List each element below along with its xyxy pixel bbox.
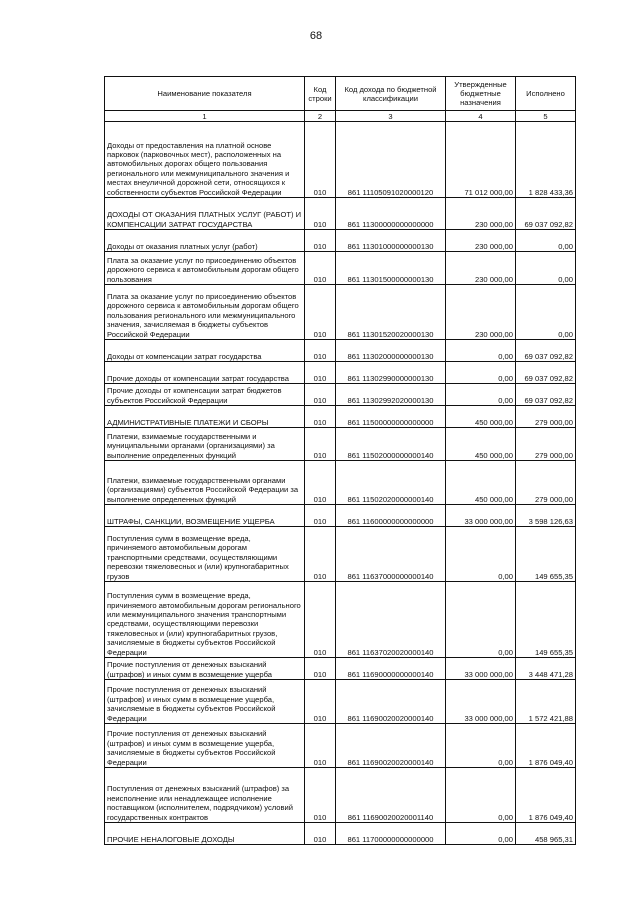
row-name: Прочие доходы от компенсации затрат государства (105, 362, 305, 384)
row-name: ШТРАФЫ, САНКЦИИ, ВОЗМЕЩЕНИЕ УЩЕРБА (105, 505, 305, 527)
row-name: Доходы от предоставления на платной основе парковок (парковочных мест), расположенных на автомобильных дорогах общего пользования регионального или межмуниципального значения и местах внеуличной дорожной сети, относящихся к собственности субъектов Российской Федерации (105, 122, 305, 198)
row-approved: 0,00 (446, 768, 516, 823)
row-executed: 69 037 092,82 (516, 384, 576, 406)
row-income-code: 861 11502020000000140 (336, 461, 446, 505)
row-approved: 0,00 (446, 724, 516, 768)
row-line-code: 010 (305, 724, 336, 768)
row-executed: 0,00 (516, 285, 576, 340)
column-number: 1 (105, 111, 305, 122)
row-line-code: 010 (305, 768, 336, 823)
row-approved: 0,00 (446, 362, 516, 384)
row-name: Прочие поступления от денежных взысканий (штрафов) и иных сумм в возмещение ущерба (105, 658, 305, 680)
table-row (105, 823, 576, 845)
table-row (105, 406, 576, 428)
row-approved: 0,00 (446, 527, 516, 582)
row-income-code: 861 11302000000000130 (336, 340, 446, 362)
page-number: 68 (309, 30, 323, 42)
table-row (105, 198, 576, 230)
row-income-code: 861 11600000000000000 (336, 505, 446, 527)
row-name: Доходы от оказания платных услуг (работ) (105, 230, 305, 252)
row-line-code: 010 (305, 230, 336, 252)
row-line-code: 010 (305, 406, 336, 428)
row-line-code: 010 (305, 505, 336, 527)
column-number: 4 (446, 111, 516, 122)
row-executed: 3 448 471,28 (516, 658, 576, 680)
column-number: 5 (516, 111, 576, 122)
row-executed: 1 572 421,88 (516, 680, 576, 724)
row-line-code: 010 (305, 823, 336, 845)
table-row (105, 461, 576, 505)
row-approved: 0,00 (446, 340, 516, 362)
row-approved: 33 000 000,00 (446, 680, 516, 724)
row-line-code: 010 (305, 285, 336, 340)
row-income-code: 861 11690020020000140 (336, 680, 446, 724)
row-approved: 230 000,00 (446, 285, 516, 340)
row-executed: 0,00 (516, 252, 576, 285)
row-income-code: 861 11301000000000130 (336, 230, 446, 252)
header-executed: Исполнено (516, 77, 576, 111)
row-executed: 149 655,35 (516, 527, 576, 582)
row-executed: 3 598 126,63 (516, 505, 576, 527)
row-approved: 71 012 000,00 (446, 122, 516, 198)
table-row (105, 285, 576, 340)
row-approved: 33 000 000,00 (446, 505, 516, 527)
row-name: АДМИНИСТРАТИВНЫЕ ПЛАТЕЖИ И СБОРЫ (105, 406, 305, 428)
row-approved: 33 000 000,00 (446, 658, 516, 680)
table-row (105, 658, 576, 680)
row-name: Плата за оказание услуг по присоединению объектов дорожного сервиса к автомобильным дорогам общего пользования регионального или межмуниципального значения, зачисляемая в бюджеты субъектов Российской Федерации (105, 285, 305, 340)
row-income-code: 861 11637000000000140 (336, 527, 446, 582)
row-executed: 149 655,35 (516, 582, 576, 658)
row-approved: 0,00 (446, 582, 516, 658)
row-executed: 279 000,00 (516, 428, 576, 461)
table-row (105, 362, 576, 384)
row-name: Платежи, взимаемые государственными органами (организациями) субъектов Российской Федерации за выполнение определенных функций (105, 461, 305, 505)
table-row (105, 582, 576, 658)
table-row (105, 122, 576, 198)
row-executed: 1 828 433,36 (516, 122, 576, 198)
table-row (105, 384, 576, 406)
row-line-code: 010 (305, 428, 336, 461)
row-income-code: 861 11302990000000130 (336, 362, 446, 384)
row-name: Плата за оказание услуг по присоединению объектов дорожного сервиса к автомобильным дорогам общего пользования (105, 252, 305, 285)
row-line-code: 010 (305, 384, 336, 406)
row-income-code: 861 11690020020000140 (336, 724, 446, 768)
row-approved: 450 000,00 (446, 428, 516, 461)
table-row (105, 724, 576, 768)
table-row (105, 230, 576, 252)
row-name: Доходы от компенсации затрат государства (105, 340, 305, 362)
row-approved: 230 000,00 (446, 230, 516, 252)
row-income-code: 861 11502000000000140 (336, 428, 446, 461)
row-name: Прочие поступления от денежных взысканий (штрафов) и иных сумм в возмещение ущерба, зачисляемые в бюджеты субъектов Российской Федерации (105, 724, 305, 768)
column-number: 3 (336, 111, 446, 122)
row-line-code: 010 (305, 340, 336, 362)
row-line-code: 010 (305, 198, 336, 230)
table-row (105, 428, 576, 461)
row-approved: 0,00 (446, 384, 516, 406)
row-line-code: 010 (305, 527, 336, 582)
row-income-code: 861 11300000000000000 (336, 198, 446, 230)
row-name: Поступления от денежных взысканий (штрафов) за неисполнение или ненадлежащее исполнение поставщиком (исполнителем, подрядчиком) условий государственных контрактов (105, 768, 305, 823)
row-executed: 279 000,00 (516, 406, 576, 428)
row-income-code: 861 11302992020000130 (336, 384, 446, 406)
row-income-code: 861 11301500000000130 (336, 252, 446, 285)
row-income-code: 861 11690020020001140 (336, 768, 446, 823)
row-executed: 0,00 (516, 230, 576, 252)
row-line-code: 010 (305, 461, 336, 505)
table-row (105, 680, 576, 724)
row-name: Прочие поступления от денежных взысканий (штрафов) и иных сумм в возмещение ущерба, зачисляемые в бюджеты субъектов Российской Федерации (105, 680, 305, 724)
row-income-code: 861 11301520020000130 (336, 285, 446, 340)
row-name: Поступления сумм в возмещение вреда, причиняемого автомобильным дорогам транспортными средствами, осуществляющими перевозки тяжеловесных и (или) крупногабаритных грузов (105, 527, 305, 582)
row-executed: 1 876 049,40 (516, 724, 576, 768)
row-name: Прочие доходы от компенсации затрат бюджетов субъектов Российской Федерации (105, 384, 305, 406)
budget-income-table (104, 76, 576, 845)
table-row (105, 768, 576, 823)
row-executed: 1 876 049,40 (516, 768, 576, 823)
column-number: 2 (305, 111, 336, 122)
header-income-code: Код дохода по бюджетной классификации (336, 77, 446, 111)
row-line-code: 010 (305, 252, 336, 285)
table-header-row (105, 77, 576, 111)
row-executed: 279 000,00 (516, 461, 576, 505)
row-income-code: 861 11637020020000140 (336, 582, 446, 658)
row-line-code: 010 (305, 362, 336, 384)
row-name: Платежи, взимаемые государственными и муниципальными органами (организациями) за выполнение определенных функций (105, 428, 305, 461)
row-approved: 0,00 (446, 823, 516, 845)
row-income-code: 861 11690000000000140 (336, 658, 446, 680)
row-line-code: 010 (305, 680, 336, 724)
row-executed: 69 037 092,82 (516, 362, 576, 384)
row-executed: 69 037 092,82 (516, 198, 576, 230)
row-name: Поступления сумм в возмещение вреда, причиняемого автомобильным дорогам регионального или межмуниципального значения транспортными средствами, осуществляющими перевозки тяжеловесных и (или) крупногабаритных грузов, зачисляемые в бюджеты субъектов Российской Федерации (105, 582, 305, 658)
row-income-code: 861 11105091020000120 (336, 122, 446, 198)
row-income-code: 861 11700000000000000 (336, 823, 446, 845)
row-line-code: 010 (305, 122, 336, 198)
row-line-code: 010 (305, 658, 336, 680)
table-row (105, 505, 576, 527)
header-line-code: Код строки (305, 77, 336, 111)
row-approved: 230 000,00 (446, 198, 516, 230)
row-executed: 69 037 092,82 (516, 340, 576, 362)
row-name: ДОХОДЫ ОТ ОКАЗАНИЯ ПЛАТНЫХ УСЛУГ (РАБОТ) И КОМПЕНСАЦИИ ЗАТРАТ ГОСУДАРСТВА (105, 198, 305, 230)
table-row (105, 340, 576, 362)
row-executed: 458 965,31 (516, 823, 576, 845)
row-approved: 230 000,00 (446, 252, 516, 285)
row-line-code: 010 (305, 582, 336, 658)
row-approved: 450 000,00 (446, 461, 516, 505)
header-name: Наименование показателя (105, 77, 305, 111)
table-row (105, 527, 576, 582)
row-income-code: 861 11500000000000000 (336, 406, 446, 428)
table-row (105, 252, 576, 285)
row-name: ПРОЧИЕ НЕНАЛОГОВЫЕ ДОХОДЫ (105, 823, 305, 845)
header-approved: Утвержденные бюджетные назначения (446, 77, 516, 111)
row-approved: 450 000,00 (446, 406, 516, 428)
column-number-row (105, 111, 576, 122)
